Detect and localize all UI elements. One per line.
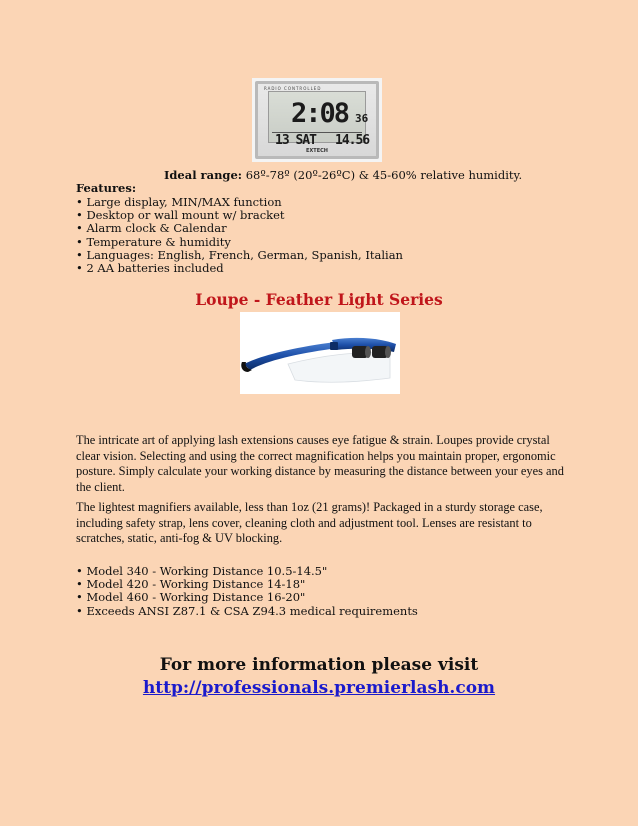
more-info-text: For more information please visit	[159, 655, 479, 675]
feature-item: • Languages: English, French, German, Spanish, Italian	[76, 247, 403, 262]
clock-date: 13 SAT	[275, 133, 316, 148]
model-item: • Exceeds ANSI Z87.1 & CSA Z94.3 medical requirements	[76, 603, 418, 618]
clock-time: 2:08	[291, 98, 349, 129]
ideal-range-label: Ideal range:	[164, 168, 243, 182]
clock-brand: EXTECH	[306, 148, 328, 154]
loupe-heading: Loupe - Feather Light Series	[195, 290, 443, 309]
loupe-description-paragraph: The intricate art of applying lash extensions causes eye fatigue & strain. Loupes provide crystal clear vision. Selecting and using the correct magnification helps you maintain proper, ergonomic posture. Simply calculate your working distance by measuring the distance between your eyes and the client.	[76, 433, 564, 494]
ideal-range-line	[164, 169, 522, 182]
model-item: • Model 460 - Working Distance 16-20"	[76, 590, 306, 605]
feature-item: • Large display, MIN/MAX function	[76, 195, 282, 209]
loupe-models-list	[76, 565, 418, 618]
loupe-glasses-image	[240, 312, 400, 394]
professionals-link[interactable]: http://professionals.premierlash.com	[142, 678, 496, 698]
clock-seconds: 36	[355, 112, 369, 125]
feature-item: • 2 AA batteries included	[76, 261, 224, 276]
clock-temp: 14.56	[335, 133, 370, 148]
glasses-icon	[240, 312, 400, 394]
clock-brandline: RADIO CONTROLLED	[264, 86, 322, 90]
features-list	[76, 196, 403, 275]
clock-product-image	[252, 78, 382, 162]
model-item: • Model 340 - Working Distance 10.5-14.5"	[76, 564, 328, 578]
loupe-packaging-paragraph: The lightest magnifiers available, less than 1oz (21 grams)! Packaged in a sturdy storage case, including safety strap, lens cover, cleaning cloth and adjustment tool. Lenses are resistant to scratches, static, anti-fog & UV blocking.	[76, 500, 543, 546]
clock-lcd-display	[268, 91, 370, 148]
features-title: Features:	[76, 181, 137, 195]
feature-item: • Alarm clock & Calendar	[76, 221, 227, 236]
ideal-range-text: 68º-78º (20º-26ºC) & 45-60% relative humidity.	[242, 168, 523, 182]
clock-frame	[255, 81, 379, 159]
feature-item: • Desktop or wall mount w/ bracket	[76, 208, 285, 223]
feature-item: • Temperature & humidity	[76, 234, 231, 249]
model-item: • Model 420 - Working Distance 14-18"	[76, 577, 306, 592]
